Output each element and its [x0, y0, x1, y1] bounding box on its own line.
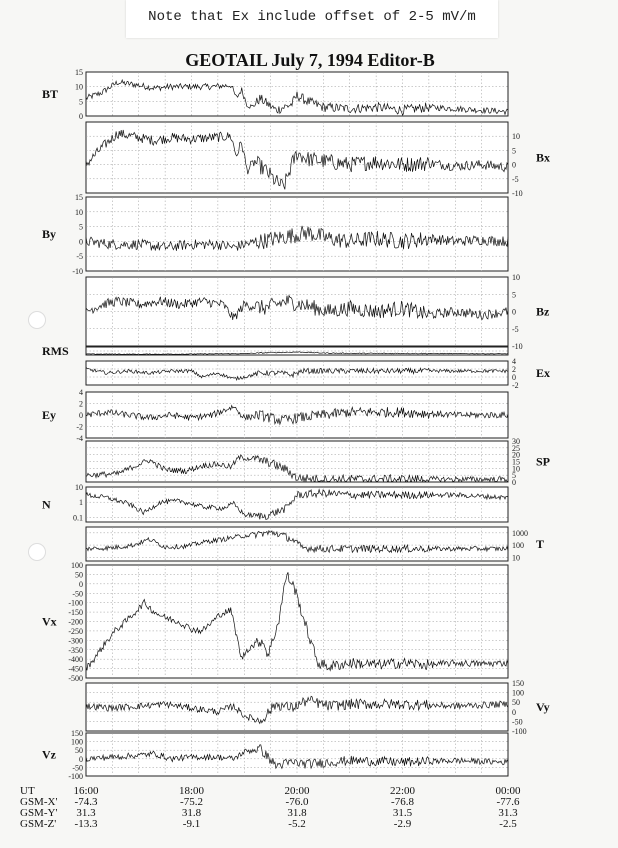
panel-label-Ex: Ex — [536, 366, 551, 380]
ephemeris-value: -9.1 — [182, 818, 201, 830]
tick-label-Vy: 0 — [512, 707, 516, 717]
tick-label-Vx: -250 — [68, 626, 83, 636]
x-axis-label: UT — [20, 785, 35, 797]
tick-label-Bx: 5 — [512, 146, 516, 156]
x-tick-label: 18:00 — [178, 785, 205, 797]
panel-label-T: T — [536, 537, 545, 551]
tick-label-SP: 10 — [512, 464, 520, 474]
ephemeris-value: -76.8 — [391, 796, 414, 808]
tick-label-SP: 0 — [512, 478, 516, 487]
tick-label-Vy: 50 — [512, 698, 520, 708]
ephemeris-label: GSM-Y' — [20, 807, 58, 819]
panel-label-BT: BT — [42, 87, 59, 101]
tick-label-Vx: 50 — [75, 570, 83, 580]
tick-label-Vz: 150 — [71, 729, 83, 738]
tick-label-T: 10 — [512, 553, 520, 563]
ephemeris-value: 31.8 — [287, 807, 307, 819]
ephemeris-value: -77.6 — [496, 796, 520, 808]
tick-label-Bz: 5 — [512, 290, 516, 300]
tick-label-Vy: -50 — [512, 717, 523, 727]
ephemeris-value: 31.3 — [76, 807, 96, 819]
tick-label-Ex: -2 — [512, 381, 519, 390]
tick-label-BT: 0 — [79, 112, 83, 121]
ephemeris-value: -2.9 — [393, 818, 412, 830]
ephemeris-value: -2.5 — [499, 818, 517, 830]
tick-label-Vz: 50 — [75, 746, 83, 756]
tick-label-Vx: -200 — [68, 617, 83, 627]
ephemeris-value: -76.0 — [285, 796, 309, 808]
tick-label-Vx: 100 — [71, 561, 83, 570]
ephemeris-value: -5.2 — [288, 818, 306, 830]
tick-label-BT: 5 — [79, 97, 83, 107]
tick-label-Bx: 10 — [512, 132, 520, 142]
tick-label-Bx: -5 — [512, 174, 519, 184]
tick-label-Bz: 0 — [512, 307, 516, 317]
tick-label-Ey: 2 — [79, 399, 83, 409]
tick-label-Ex: 0 — [512, 373, 516, 382]
tick-label-T: 100 — [512, 541, 524, 551]
tick-label-Vx: -300 — [68, 636, 83, 646]
ephemeris-value: -13.3 — [74, 818, 98, 830]
tick-label-SP: 30 — [512, 437, 520, 446]
tick-label-Vz: 100 — [71, 737, 83, 747]
tick-label-Vx: -100 — [68, 598, 83, 608]
tick-label-BT: 10 — [75, 82, 83, 92]
ephemeris-value: -74.3 — [74, 796, 98, 808]
panel-label-Ey: Ey — [42, 408, 57, 422]
panel-label-SP: SP — [536, 454, 551, 469]
tick-label-By: -10 — [72, 267, 83, 276]
panel-label-Bz: Bz — [536, 304, 550, 319]
tick-label-Ey: 0 — [79, 411, 83, 420]
tick-label-SP: 25 — [512, 443, 520, 453]
tick-label-By: 0 — [79, 237, 83, 247]
chart-title: GEOTAIL July 7, 1994 Editor-B — [185, 50, 435, 70]
tick-label-Ex: 2 — [512, 365, 516, 374]
ephemeris-value: 31.5 — [392, 807, 413, 819]
panel-label-Bx: Bx — [536, 150, 551, 165]
tick-label-Vx: -50 — [72, 589, 83, 599]
tick-label-SP: 15 — [512, 457, 520, 467]
x-tick-label: 16:00 — [73, 785, 99, 797]
tick-label-Vx: 0 — [79, 579, 83, 589]
note-text: Note that Ex include offset of 2-5 mV/m — [148, 9, 476, 25]
ephemeris-value: 31.3 — [498, 807, 518, 819]
panel-label-Vx: Vx — [42, 614, 57, 629]
tick-label-Vz: 0 — [79, 754, 83, 764]
tick-label-Vx: -350 — [68, 645, 83, 655]
tick-label-Vy: 100 — [512, 688, 524, 698]
ephemeris-value: -75.2 — [180, 796, 203, 808]
tick-label-By: -5 — [76, 252, 83, 262]
ephemeris-value: 31.8 — [181, 807, 202, 819]
ephemeris-label: GSM-X' — [20, 796, 58, 808]
panel-label-Vy: Vy — [536, 700, 550, 714]
panel-label-By: By — [42, 227, 57, 241]
tick-label-N: 10 — [75, 483, 83, 492]
tick-label-SP: 20 — [512, 450, 520, 460]
tick-label-T: 1000 — [512, 528, 528, 538]
x-tick-label: 20:00 — [284, 785, 310, 797]
tick-label-SP: 5 — [512, 471, 516, 481]
tick-label-Bz: 10 — [512, 273, 520, 282]
panel-label-N: N — [42, 497, 51, 512]
tick-label-Ey: 4 — [79, 388, 83, 397]
tick-label-Vz: -100 — [68, 772, 83, 781]
tick-label-Vx: -400 — [68, 655, 83, 665]
tick-label-Bx: 0 — [512, 160, 516, 170]
tick-label-Bx: -10 — [512, 189, 523, 198]
x-tick-label: 22:00 — [389, 785, 416, 797]
tick-label-By: 5 — [79, 222, 83, 232]
tick-label-BT: 15 — [75, 68, 83, 77]
tick-label-Ex: 4 — [512, 357, 516, 366]
tick-label-By: 10 — [75, 207, 83, 217]
panel-label-RMS: RMS — [42, 344, 69, 358]
tick-label-Ey: -4 — [76, 434, 83, 443]
tick-label-N: 0.1 — [73, 513, 83, 523]
tick-label-Vz: -50 — [72, 763, 83, 773]
tick-label-Vx: -500 — [68, 674, 83, 683]
ephemeris-label: GSM-Z' — [20, 818, 57, 830]
tick-label-Bz: -10 — [512, 342, 523, 351]
tick-label-Bz: -5 — [512, 324, 519, 334]
x-tick-label: 00:00 — [495, 785, 521, 797]
tick-label-N: 1 — [79, 498, 83, 508]
panel-label-Vz: Vz — [42, 747, 56, 762]
tick-label-Vy: 150 — [512, 679, 524, 688]
tick-label-Vy: -100 — [512, 727, 527, 736]
tick-label-Vx: -150 — [68, 608, 83, 618]
tick-label-Vx: -450 — [68, 664, 83, 674]
tick-label-Ey: -2 — [76, 422, 83, 432]
tick-label-By: 15 — [75, 193, 83, 202]
